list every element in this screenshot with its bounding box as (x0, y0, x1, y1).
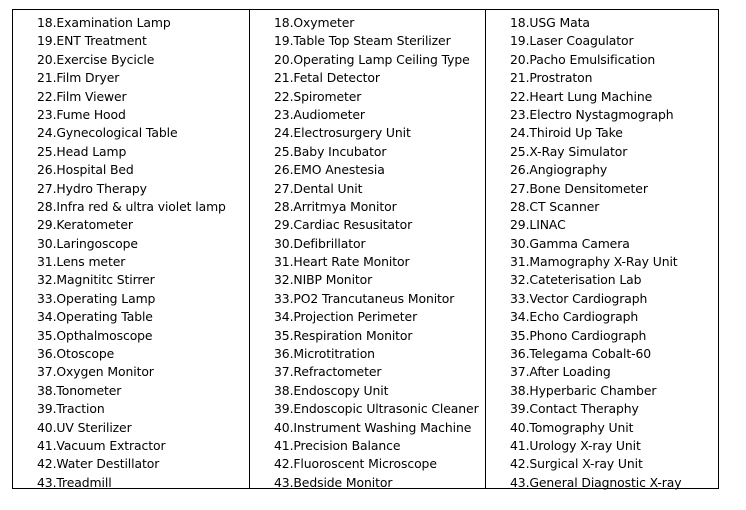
equipment-list-item: 37.Oxygen Monitor (37, 364, 154, 380)
equipment-list-item: 24.Thiroid Up Take (510, 125, 623, 141)
equipment-list-item: 27.Hydro Therapy (37, 180, 147, 196)
equipment-list-item: 19.Table Top Steam Sterilizer (274, 33, 451, 49)
equipment-list-item: 23.Audiometer (274, 106, 365, 122)
equipment-list-item: 22.Spirometer (274, 88, 362, 104)
equipment-list-item: 42.Surgical X-ray Unit (510, 456, 643, 472)
equipment-list-item: 27.Dental Unit (274, 180, 363, 196)
equipment-list-item: 40.UV Sterilizer (37, 419, 132, 435)
equipment-list-item: 29.Keratometer (37, 217, 133, 233)
equipment-list-item: 41.Urology X-ray Unit (510, 437, 641, 453)
equipment-list-item: 36.Otoscope (37, 346, 115, 362)
equipment-list-item: 30.Laringoscope (37, 235, 138, 251)
equipment-list-item: 34.Echo Cardiograph (510, 309, 639, 325)
equipment-list-item: 20.Exercise Bycicle (37, 51, 155, 67)
equipment-list-item: 38.Tonometer (37, 382, 122, 398)
equipment-list-item: 28.Arritmya Monitor (274, 198, 397, 214)
equipment-list-item: 29.LINAC (510, 217, 566, 233)
equipment-table (12, 9, 719, 489)
equipment-list-item: 21.Prostraton (510, 70, 593, 86)
equipment-list-item: 24.Electrosurgery Unit (274, 125, 411, 141)
equipment-list-item: 33.Operating Lamp (37, 290, 156, 306)
equipment-list-item: 33.Vector Cardiograph (510, 290, 648, 306)
equipment-list-item: 31.Heart Rate Monitor (274, 254, 410, 270)
equipment-list-item: 28.Infra red & ultra violet lamp (37, 198, 226, 214)
equipment-list-item: 32.Magnititc Stirrer (37, 272, 155, 288)
equipment-column-2 (249, 10, 485, 488)
equipment-list-item: 24.Gynecological Table (37, 125, 178, 141)
equipment-list-item: 26.Hospital Bed (37, 162, 134, 178)
equipment-list-item: 28.CT Scanner (510, 198, 600, 214)
equipment-list-item: 35.Phono Cardiograph (510, 327, 647, 343)
equipment-list-item: 43.Bedside Monitor (274, 474, 393, 490)
equipment-list-item: 23.Fume Hood (37, 106, 126, 122)
equipment-list-item: 41.Precision Balance (274, 437, 401, 453)
equipment-list-item: 42.Water Destillator (37, 456, 160, 472)
equipment-list-item: 32.NIBP Monitor (274, 272, 373, 288)
equipment-list-item: 39.Traction (37, 401, 105, 417)
equipment-list-item: 36.Microtitration (274, 346, 375, 362)
equipment-list-item: 31.Mamography X-Ray Unit (510, 254, 678, 270)
equipment-list-item: 33.PO2 Trancutaneus Monitor (274, 290, 455, 306)
equipment-list-item: 20.Pacho Emulsification (510, 51, 656, 67)
equipment-list-item: 32.Cateterisation Lab (510, 272, 642, 288)
equipment-list-item: 29.Cardiac Resusitator (274, 217, 413, 233)
equipment-list-item: 18.USG Mata (510, 15, 590, 30)
equipment-list-item: 39.Endoscopic Ultrasonic Cleaner (274, 401, 479, 417)
equipment-list-item: 37.Refractometer (274, 364, 382, 380)
equipment-list-item: 35.Respiration Monitor (274, 327, 413, 343)
equipment-list-item: 21.Film Dryer (37, 70, 120, 86)
equipment-list-item: 22.Heart Lung Machine (510, 88, 653, 104)
equipment-list-item: 30.Defibrillator (274, 235, 366, 251)
equipment-list-item: 43.General Diagnostic X-ray (510, 474, 682, 490)
equipment-list-item: 18.Examination Lamp (37, 15, 171, 30)
equipment-list-item: 26.Angiography (510, 162, 608, 178)
equipment-list-item: 18.Oxymeter (274, 15, 355, 30)
equipment-list-item: 42.Fluoroscent Microscope (274, 456, 437, 472)
equipment-list-item: 25.Head Lamp (37, 143, 127, 159)
equipment-list-item: 40.Instrument Washing Machine (274, 419, 472, 435)
equipment-list-item: 27.Bone Densitometer (510, 180, 648, 196)
equipment-list-item: 20.Operating Lamp Ceiling Type (274, 51, 470, 67)
equipment-list-item: 25.Baby Incubator (274, 143, 387, 159)
equipment-list-item: 37.After Loading (510, 364, 611, 380)
equipment-list-item: 22.Film Viewer (37, 88, 127, 104)
equipment-list-item: 34.Operating Table (37, 309, 153, 325)
equipment-list-item: 31.Lens meter (37, 254, 126, 270)
equipment-list-item: 38.Endoscopy Unit (274, 382, 389, 398)
equipment-list-item: 26.EMO Anestesia (274, 162, 385, 178)
equipment-list-item: 34.Projection Perimeter (274, 309, 418, 325)
equipment-list-item: 36.Telegama Cobalt-60 (510, 346, 652, 362)
equipment-column-1 (13, 10, 249, 488)
equipment-list-item: 19.ENT Treatment (37, 33, 147, 49)
equipment-list-item: 25.X-Ray Simulator (510, 143, 628, 159)
equipment-list-item: 40.Tomography Unit (510, 419, 634, 435)
equipment-list-item: 43.Treadmill (37, 474, 112, 490)
equipment-list-item: 21.Fetal Detector (274, 70, 380, 86)
equipment-list-item: 38.Hyperbaric Chamber (510, 382, 657, 398)
equipment-list-item: 35.Opthalmoscope (37, 327, 153, 343)
equipment-list-item: 41.Vacuum Extractor (37, 437, 166, 453)
equipment-list-item: 30.Gamma Camera (510, 235, 630, 251)
equipment-list-item: 23.Electro Nystagmograph (510, 106, 674, 122)
equipment-list-item: 39.Contact Theraphy (510, 401, 639, 417)
equipment-column-3 (485, 10, 718, 488)
equipment-list-item: 19.Laser Coagulator (510, 33, 634, 49)
